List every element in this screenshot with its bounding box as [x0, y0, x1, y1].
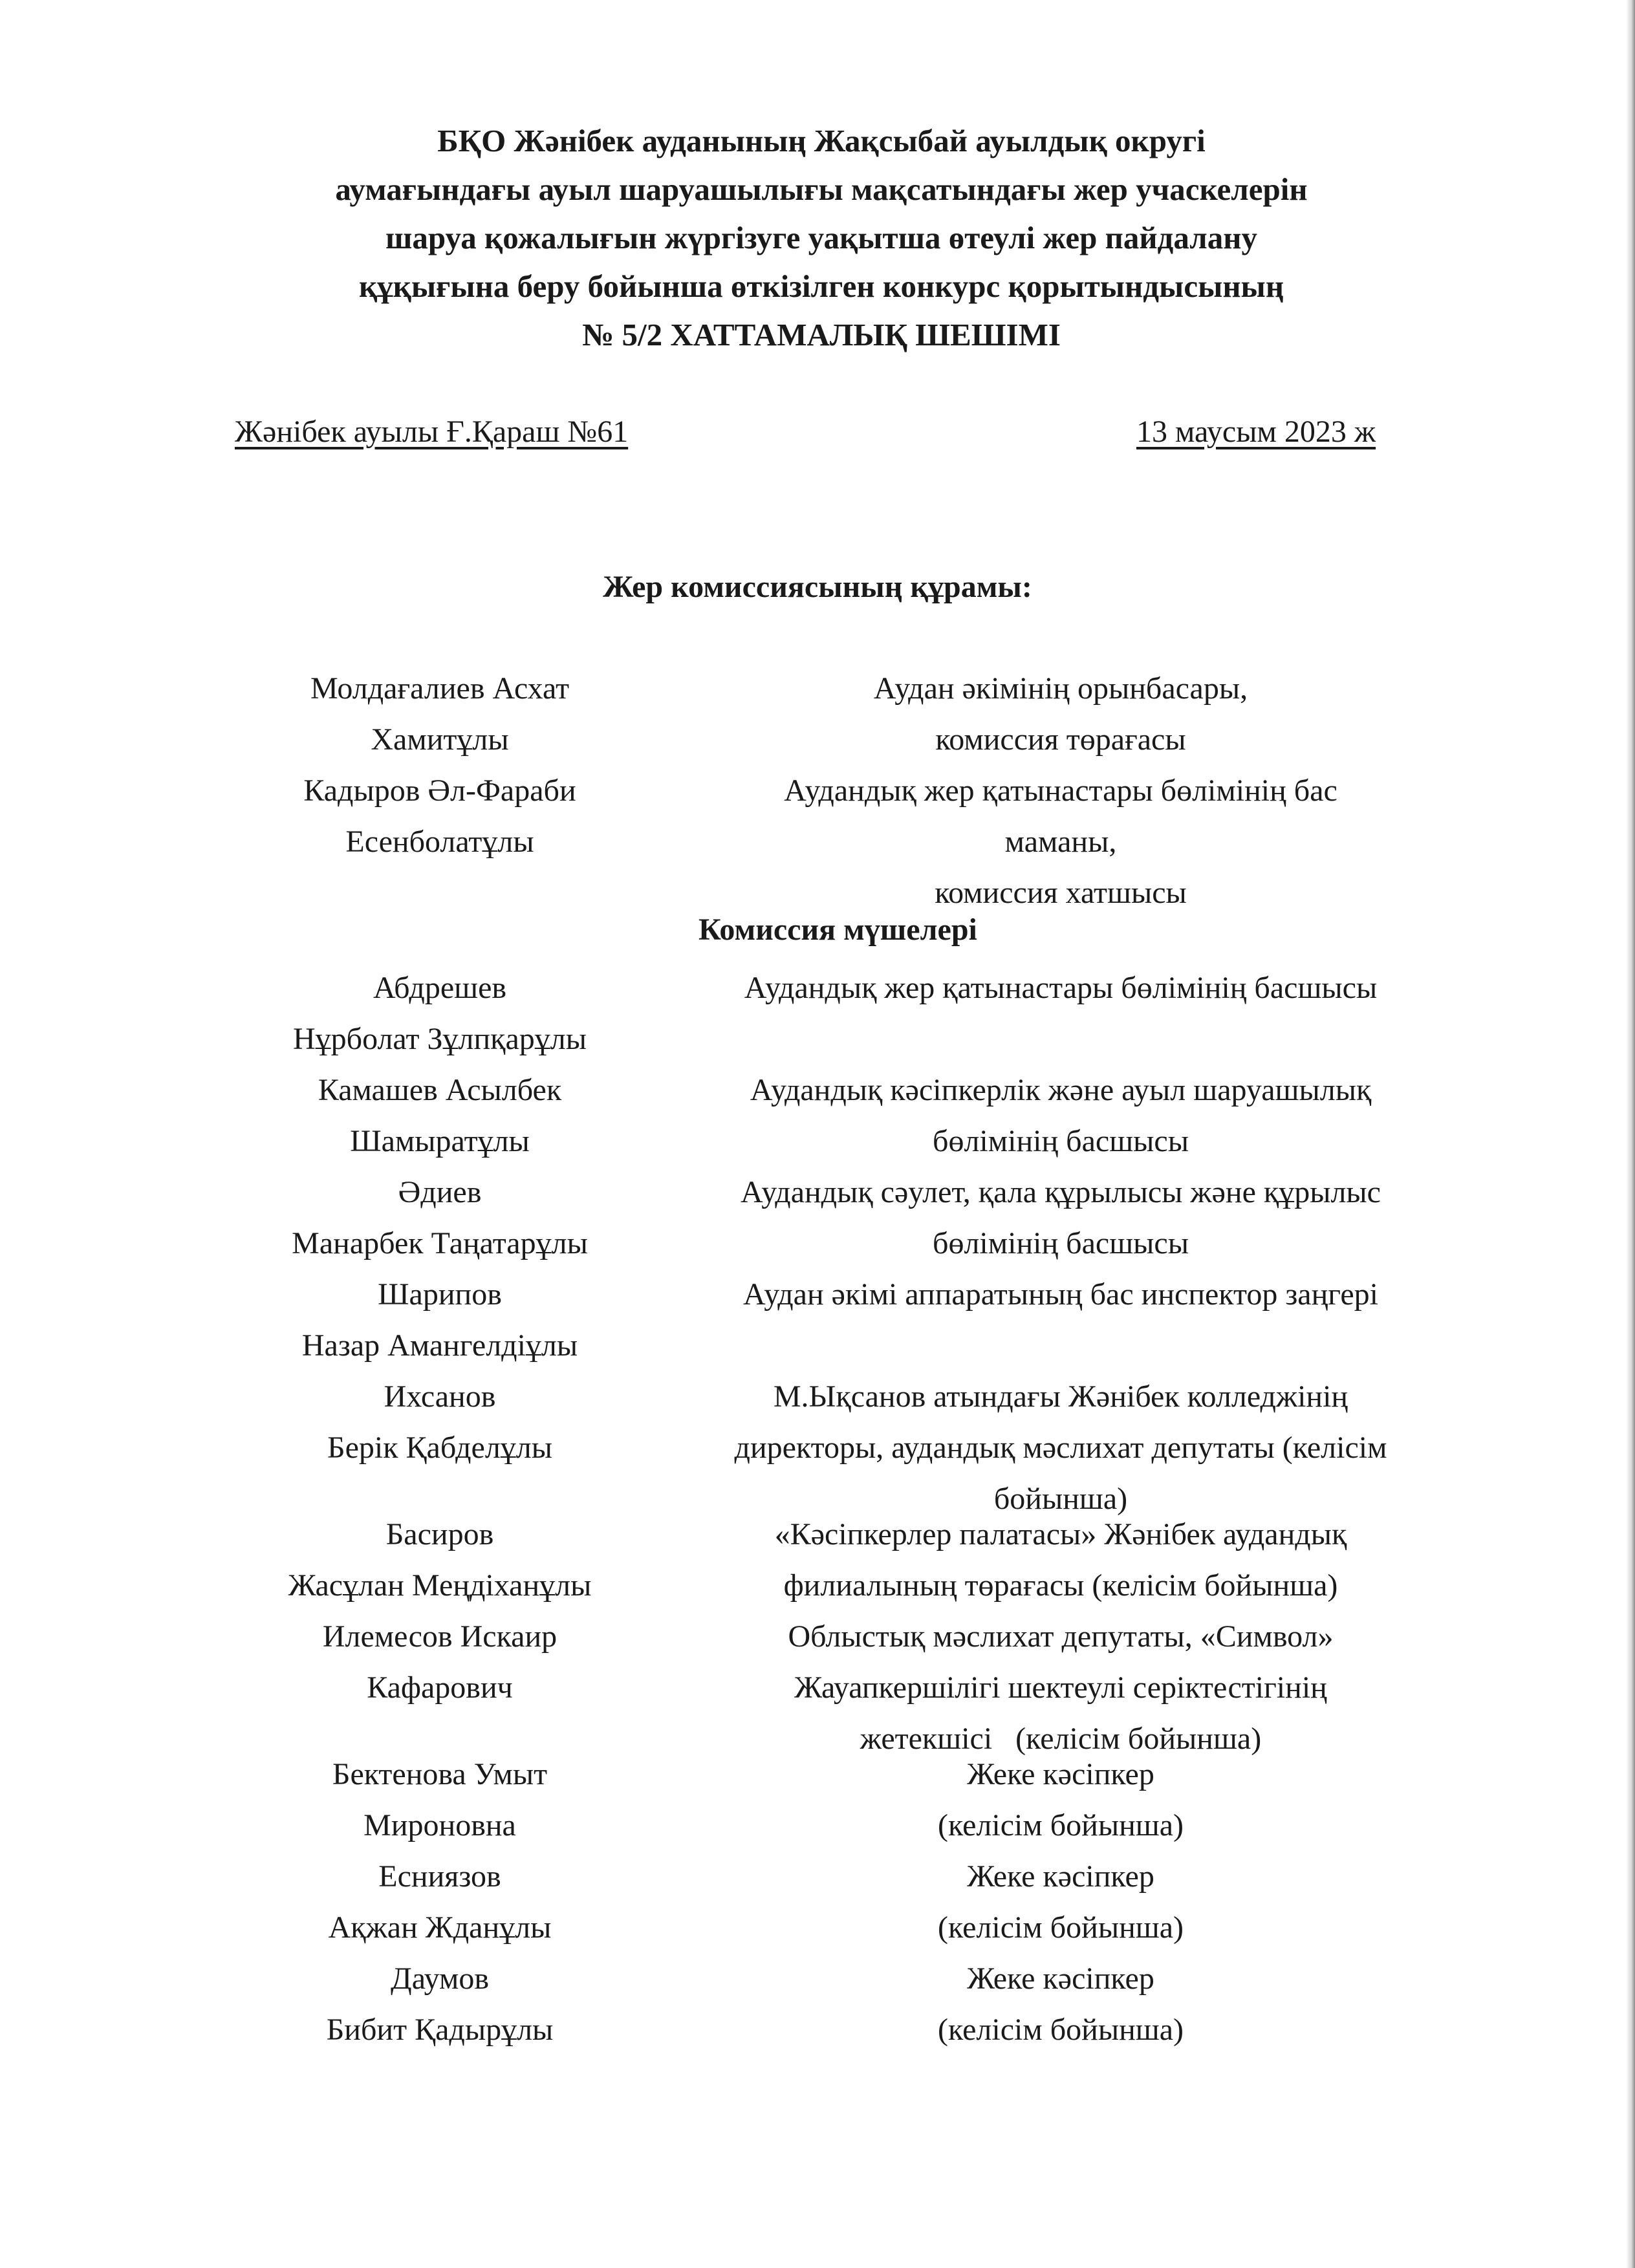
- member-role: [660, 1749, 1462, 1851]
- role-line: жетекшісі (келісім бойынша): [860, 1722, 1262, 1756]
- meeting-date: 13 маусым 2023 ж: [1136, 415, 1376, 449]
- member-role: [660, 765, 1462, 918]
- name-line: Кадыров Әл-Фараби: [303, 773, 576, 808]
- role-line: (келісім бойынша): [937, 2013, 1184, 2047]
- name-line: Шарипов: [378, 1277, 502, 1312]
- name-line: Бектенова Умыт: [332, 1757, 548, 1791]
- role-line: маманы,: [1004, 825, 1117, 859]
- name-line: Басиров: [385, 1517, 494, 1551]
- role-line: М.Ықсанов атындағы Жәнібек колледжінің: [773, 1379, 1348, 1414]
- name-line: Камашев Асылбек: [318, 1073, 562, 1107]
- name-line: Молдағалиев Асхат: [310, 671, 570, 706]
- name-line: Ихсанов: [384, 1379, 496, 1414]
- role-line: бөлімінің басшысы: [933, 1226, 1189, 1260]
- role-line: Жеке кәсіпкер: [967, 1859, 1154, 1894]
- member-role: [660, 1167, 1462, 1269]
- title-line: БҚО Жәнібек ауданының Жақсыбай ауылдық округі: [437, 123, 1206, 158]
- member-name: [246, 1371, 634, 1473]
- member-role: [660, 1064, 1462, 1167]
- title-line: құқығына беру бойынша өткізілген конкурс қорытындысының: [358, 268, 1284, 304]
- member-role: [660, 663, 1462, 765]
- title-line: аумағындағы ауыл шаруашылығы мақсатындағы жер учаскелерін: [335, 171, 1308, 207]
- role-line: бөлімінің басшысы: [933, 1124, 1189, 1158]
- member-name: [246, 1611, 634, 1713]
- role-line: Жеке кәсіпкер: [967, 1961, 1154, 1996]
- member-name: [246, 765, 634, 867]
- member-name: [246, 663, 634, 765]
- name-line: Нұрболат Зұлпқарұлы: [293, 1022, 587, 1056]
- role-line: Жеке кәсіпкер: [967, 1757, 1154, 1791]
- name-line: Есниязов: [378, 1859, 501, 1894]
- role-line: комиссия хатшысы: [935, 876, 1187, 910]
- name-line: Абдрешев: [373, 971, 507, 1005]
- name-line: Илемесов Искаир: [322, 1619, 558, 1654]
- name-line: Назар Амангелдіұлы: [301, 1328, 578, 1363]
- role-line: Аудандық жер қатынастары бөлімінің бас: [784, 773, 1337, 808]
- name-line: Жасұлан Меңдіханұлы: [288, 1568, 592, 1603]
- name-line: Әдиев: [398, 1175, 482, 1209]
- meeting-place: Жәнібек ауылы Ғ.Қараш №61: [235, 415, 629, 449]
- title-line: № 5/2 ХАТТАМАЛЫҚ ШЕШІМІ: [582, 317, 1061, 352]
- name-line: Даумов: [390, 1961, 489, 1996]
- name-line: Кафарович: [367, 1670, 513, 1705]
- name-line: Хамитұлы: [371, 722, 509, 757]
- name-line: Шамыратұлы: [350, 1124, 530, 1158]
- member-role: [660, 1269, 1462, 1320]
- member-role: [660, 962, 1462, 1013]
- member-role: [660, 1611, 1462, 1764]
- member-name: [246, 1167, 634, 1269]
- scan-edge: [1626, 0, 1635, 2268]
- role-line: бойынша): [993, 1482, 1128, 1516]
- composition-heading: Жер комиссиясының құрамы:: [603, 570, 1032, 604]
- member-role: [660, 1371, 1462, 1524]
- role-line: Аудан әкімінің орынбасары,: [873, 671, 1248, 706]
- member-role: [660, 1509, 1462, 1611]
- member-role: [660, 1953, 1462, 2055]
- member-role: [660, 1851, 1462, 1953]
- name-line: Манарбек Таңатарұлы: [292, 1226, 588, 1260]
- document-title: [220, 116, 1423, 359]
- member-name: [246, 1064, 634, 1167]
- member-name: [246, 1749, 634, 1851]
- name-line: Есенболатұлы: [345, 825, 534, 859]
- role-line: Аудандық жер қатынастары бөлімінің басшысы: [744, 971, 1378, 1005]
- member-name: [246, 1509, 634, 1611]
- member-name: [246, 1953, 634, 2055]
- role-line: Аудандық кәсіпкерлік және ауыл шаруашылық: [750, 1073, 1372, 1107]
- member-name: [246, 1269, 634, 1371]
- role-line: Аудан әкімі аппаратының бас инспектор заңгері: [743, 1277, 1378, 1312]
- name-line: Бибит Қадырұлы: [326, 2013, 554, 2047]
- name-line: Берік Қабделұлы: [327, 1431, 552, 1465]
- role-line: директоры, аудандық мәслихат депутаты (келісім: [734, 1431, 1387, 1465]
- members-heading: Комиссия мүшелері: [698, 913, 977, 947]
- name-line: Мироновна: [363, 1808, 516, 1842]
- role-line: Облыстық мәслихат депутаты, «Символ»: [788, 1619, 1334, 1654]
- member-name: [246, 962, 634, 1064]
- role-line: комиссия төрағасы: [935, 722, 1186, 757]
- role-line: Аудандық сәулет, қала құрылысы және құрылыс: [741, 1175, 1381, 1209]
- role-line: филиалының төрағасы (келісім бойынша): [783, 1568, 1338, 1603]
- name-line: Ақжан Жданұлы: [328, 1910, 552, 1945]
- role-line: «Кәсіпкерлер палатасы» Жәнібек аудандық: [774, 1517, 1347, 1551]
- role-line: (келісім бойынша): [937, 1808, 1184, 1842]
- title-line: шаруа қожалығын жүргізуге уақытша өтеулі жер пайдалану: [385, 220, 1257, 255]
- role-line: Жауапкершілігі шектеулі серіктестігінің: [794, 1670, 1327, 1705]
- member-name: [246, 1851, 634, 1953]
- role-line: (келісім бойынша): [937, 1910, 1184, 1945]
